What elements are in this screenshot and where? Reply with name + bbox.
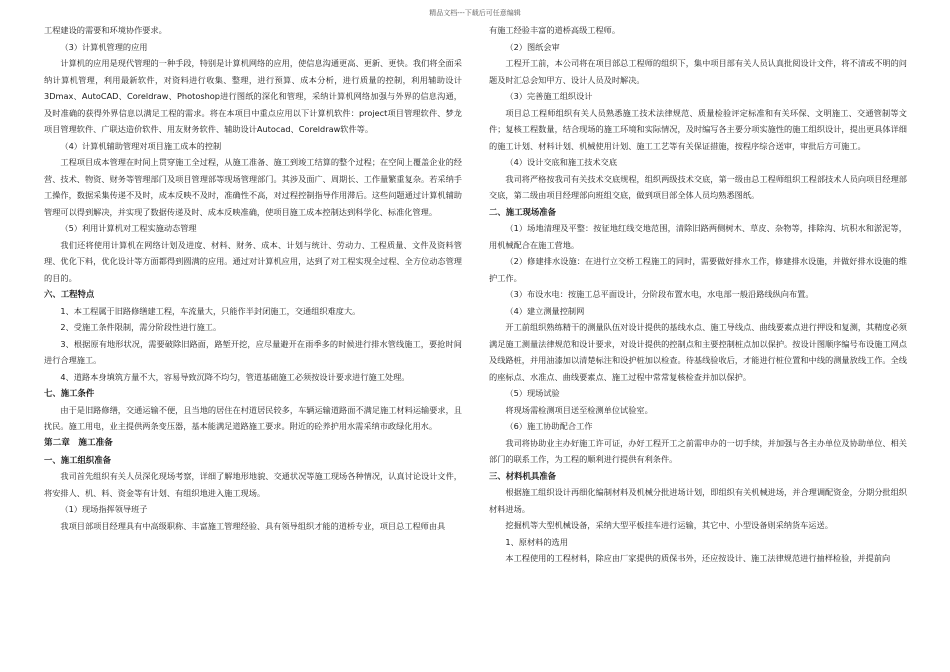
paragraph: （5）利用计算机对工程实施动态管理: [60, 223, 197, 233]
paragraph: （3）计算机管理的应用: [60, 41, 148, 52]
paragraph: （6）施工协助配合工作: [505, 421, 593, 431]
paragraph: （5）现场试验: [505, 388, 560, 398]
paragraph: 开工前组织熟练精干的测量队伍对设计提供的基线水点、施工导线点、曲线要素点进行押设和复测，其精度必须满足施工测量法律规范和设计要求，对设计提供的控制点和主要控制桩点加以保护。按设计图顺序编号布设施工网点及线路桩，并用油漆加以清楚标注和设护桩加以检查。待基线验收后，才能进行桩位置和中线的测量放线工作。全线的座标点、水准点、曲线要素点、施工过程中常常复核检查并加以保护。: [489, 322, 907, 382]
paragraph: （1）场地清理及平整：按征地红线交地范围，清除旧路两侧树木、草皮、杂物等，排除沟、坑积水和淤泥等，用机械配合在施工营地。: [489, 223, 907, 250]
paragraph: 我项目部项目经理具有中高级职称、丰富施工管理经验、具有领导组织才能的道桥专业，项目总工程师由具: [60, 520, 446, 531]
paragraph: 由于是旧路修缮，交通运输不便，且当地的居住在村道居民较多，车辆运输道路面不满足施工材料运输要求，且扰民。施工用电，业主提供两条变压器，基本能满足道路施工要求。附近的砼养护用水需采纳市政绿化用水。: [44, 404, 462, 431]
paragraph: 计算机的应用是现代管理的一种手段，特别是计算机网络的应用，使信息沟通更高、更新、更快。我们将全面采纳计算机管理，利用最新软件，对资料进行收集、整理，进行预算、成本分析，进行质量的控制，利用辅助设计3Dmax、AutoCAD、Coreldraw、Photoshop进行图纸的深化和管理，采纳计算机网络加强与外界的信息沟通，及时准确的获得外界信息以满足工程的需求。将在本项目中重点应用以下计算机软件：project项目管理软件、梦龙项目管理软件、广联达造价软件、用友财务软件、辅助设计Autocad、Coreldraw软件等。: [44, 58, 462, 134]
section-heading: 一、施工组织准备: [44, 454, 111, 465]
section-heading: 七、施工条件: [44, 388, 95, 398]
paragraph: 工程建设的需要和环境协作要求。: [44, 25, 167, 35]
section-heading: 二、施工现场准备: [489, 206, 556, 217]
paragraph: 我司将严格按我司有关技术交底规程，组织两级技术交底，第一级由总工程师组织工程部技术人员向项目经理部交底，第二级由项目经理部向班组交底，做到项目部全体人员均熟悉图纸。: [489, 173, 907, 200]
paragraph: 本工程使用的工程材料，除应由厂家提供的质保书外，还应按设计、施工法律规范进行抽样检验，并提前向: [505, 553, 891, 563]
paragraph: （1）现场指挥领导班子: [60, 504, 148, 514]
paragraph: 项目总工程师组织有关人员熟悉施工技术法律规范、质量检验评定标准和有关环保、文明施工、交通管制等文件；复核工程数量，结合现场的施工环境和实际情况，及时编写各主要分项实施性的施工组织设计，提出更具体详细的施工计划、材料计划、机械使用计划、施工工艺等有关保证措施，按程序综合送审，审批后方可施工。: [489, 107, 907, 151]
paragraph: （4）设计交底和施工技术交底: [505, 157, 618, 167]
paragraph: 我们还将使用计算机在网络计划及进度、材料、财务、成本、计划与统计、劳动力、工程质量、文件及资料管理、优化下料，优化设计等方面都得到圆满的应用。通过对计算机应用，达到了对工程实现全过程、全方位动态管理的目的。: [44, 239, 462, 283]
paragraph: （2）图纸会审: [505, 41, 560, 52]
paragraph: 挖掘机等大型机械设备，采纳大型平板挂车进行运输，其它中、小型设备则采纳货车运送。: [505, 520, 833, 530]
paragraph: 我司首先组织有关人员深化现场考察，详细了解地形地貌、交通状况等施工现场各种情况，认真讨论设计文件，将安排人、机、料、资金等有计划、有组织地进入施工现场。: [44, 471, 462, 498]
paragraph: （2）修建排水设施：在进行立交桥工程施工的同时，需要做好排水工作，修建排水设施，并做好排水设施的维护工作。: [489, 256, 907, 283]
paragraph: （4）建立测量控制网: [505, 305, 585, 316]
chapter-heading: 第二章 施工准备: [44, 437, 113, 448]
paragraph: 4、道路本身填筑方量不大，容易导致沉降不均匀，管道基础施工必须按设计要求进行施工处理。: [60, 371, 410, 382]
page-header: 精品文档---下载后可任意编辑: [429, 9, 521, 17]
section-heading: 三、材料机具准备: [489, 470, 556, 481]
section-heading: 六、工程特点: [44, 289, 95, 299]
paragraph: 3、根据原有地形状况，需要破除旧路面，路堑开挖，应尽量避开在雨季多的时候进行排水管线施工，要抢时间进行合理施工。: [44, 338, 462, 365]
left-column: [44, 22, 462, 534]
paragraph: 根据施工组织设计再细化编制材料及机械分批进场计划，即组织有关机械进场，并合理调配资金，分期分批组织材料进场。: [489, 487, 907, 514]
paragraph: 我司将协助业主办好施工许可证，办好工程开工之前需申办的一切手续，并加强与各主办单位及协助单位、相关部门的联系工作，为工程的顺利进行提供有利条件。: [489, 437, 907, 464]
paragraph: 工程项目成本管理在时间上贯穿施工全过程，从施工准备、施工到竣工结算的整个过程；在空间上覆盖企业的经营、技术、物资、财务等管理部门及项目管理部等现场管理部门。其涉及面广、周期长、工作量繁重复杂。若采纳手工操作，数据采集传递不及时，成本反映不及时，准确性不高，对过程控制指导作用滞后。这些问题通过计算机辅助管理可以得到解决，并实现了数据传递及时、成本反映准确，使项目施工成本控制达到科学化、标准化管理。: [44, 157, 462, 217]
paragraph: （3）完善施工组织设计: [505, 91, 593, 101]
paragraph: 1、本工程属于旧路修缮建工程，车流量大，只能作半封闭施工，交通组织难度大。: [60, 305, 361, 316]
paragraph: （3）布设水电：按施工总平面设计，分阶段布置水电，水电部一般沿路线纵向布置。: [505, 289, 814, 299]
right-column: [489, 22, 907, 567]
paragraph: （4）计算机辅助管理对项目施工成本的控制: [60, 140, 222, 151]
paragraph: 2、受施工条件限制，需分阶段性进行施工。: [60, 322, 222, 332]
paragraph: 有施工经验丰富的道桥高级工程师。: [489, 25, 621, 35]
paragraph: 1、原材料的选用: [505, 536, 568, 547]
paragraph: 将现场需检测项目送至检测单位试验室。: [505, 404, 653, 415]
paragraph: 工程开工前，本公司将在项目部总工程师的组织下，集中项目部有关人员认真批阅设计文件，将不清或不明的问题及时汇总会知甲方、设计人员及时解决。: [489, 58, 907, 85]
